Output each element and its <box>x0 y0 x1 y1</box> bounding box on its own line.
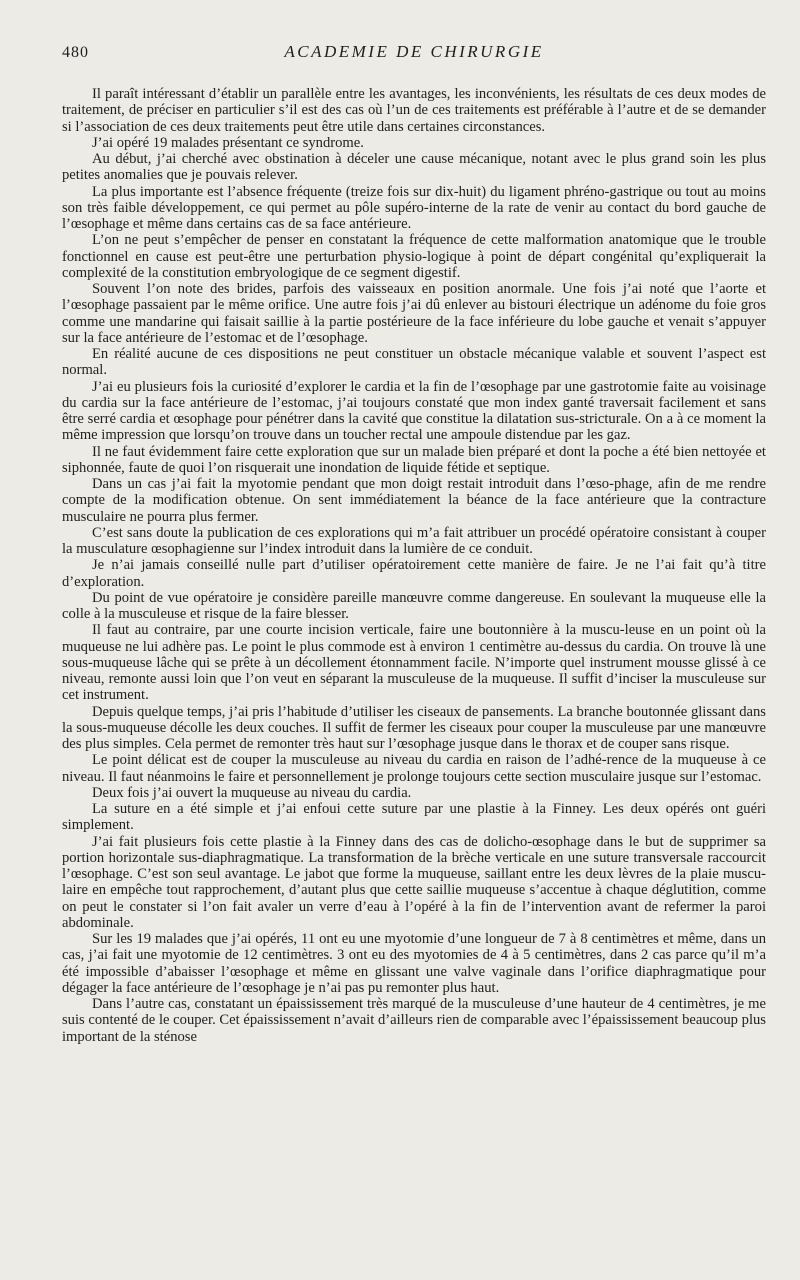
paragraph: Souvent l’on note des brides, parfois des vaisseaux en position anormale. Une fois j’ai noté que l’aorte et l’œsophage passaient par le même orifice. Une autre fois j’ai dû enlever au bistouri électrique un adénome du foie gros comme une mandarine qui faisait saillie à la partie postérieure de la face inférieure du lobe gauche et venait s’appuyer sur la face antérieure de l’estomac et de l’œsophage. <box>62 281 766 346</box>
paragraph: Depuis quelque temps, j’ai pris l’habitude d’utiliser les ciseaux de pansements. La branche boutonnée glissant dans la sous-muqueuse décolle les deux couches. Il suffit de fermer les ciseaux pour couper la musculeuse par une manœuvre des plus simples. Cela permet de remonter très haut sur l’œsophage jusque dans le thorax et de couper sans risque. <box>62 703 766 752</box>
body-text <box>62 86 766 1045</box>
paragraph: Il faut au contraire, par une courte incision verticale, faire une boutonnière à la muscu-leuse en un point où la muqueuse ne lui adhère pas. Le point le plus commode est à environ 1 centimètre au-dessus du cardia. On trouve là une sous-muqueuse lâche qui se prête à un décollement étonnamment facile. N’importe quel instrument mousse glissé à ce niveau, remonte aussi loin que l’on veut en séparant la musculeuse de la muqueuse. Il suffit d’inciser la musculeuse sur cet instrument. <box>62 622 766 704</box>
paragraph: L’on ne peut s’empêcher de penser en constatant la fréquence de cette malformation anatomique que le trouble fonctionnel en cause est peut-être une perturbation physio-logique à point de départ congénital qu’expliquerait la complexité de la constitution embryologique de ce segment digestif. <box>62 232 766 281</box>
paragraph: J’ai fait plusieurs fois cette plastie à la Finney dans des cas de dolicho-œsophage dans le but de supprimer sa portion horizontale sus-diaphragmatique. La transformation de la brèche verticale en une suture transversale raccourcit l’œsophage. C’est son seul avantage. Le jabot que forme la muqueuse, saillant entre les deux lèvres de la plaie muscu-laire en empêche tout rapprochement, d’autant plus que cette saillie muqueuse s’accentue à chaque déglutition, comme on peut le constater si l’on fait avaler un verre d’eau à l’opéré à la fin de l’intervention avant de refermer la paroi abdominale. <box>62 833 766 931</box>
paragraph: Dans un cas j’ai fait la myotomie pendant que mon doigt restait introduit dans l’œso-phage, afin de me rendre compte de la modification obtenue. On sent immédiatement la béance de la face antérieure que la contracture musculaire ne pourra plus fermer. <box>62 476 766 525</box>
paragraph: Deux fois j’ai ouvert la muqueuse au niveau du cardia. <box>92 784 412 801</box>
page-header <box>62 42 766 72</box>
running-title: ACADEMIE DE CHIRURGIE <box>284 42 544 61</box>
paragraph: Je n’ai jamais conseillé nulle part d’utiliser opératoirement cette manière de faire. Je ne l’ai fait qu’à titre d’exploration. <box>62 557 766 590</box>
paragraph: J’ai eu plusieurs fois la curiosité d’explorer le cardia et la fin de l’œsophage par une gastrotomie faite au voisinage du cardia sur la face antérieure de l’estomac, j’ai toujours constaté que mon index ganté traversait facilement et sans être serré cardia et œsophage pour pénétrer dans la cavité que constitue la dilatation sus-stricturale. On a à ce moment la même impression que lorsqu’on trouve dans un toucher rectal une ampoule distendue par les gaz. <box>62 378 766 444</box>
paragraph: J’ai opéré 19 malades présentant ce syndrome. <box>92 134 364 151</box>
paragraph: Au début, j’ai cherché avec obstination à déceler une cause mécanique, notant avec le plus grand soin les plus petites anomalies que je pouvais relever. <box>62 151 766 184</box>
paragraph: Dans l’autre cas, constatant un épaississement très marqué de la musculeuse d’une hauteur de 4 centimètres, je me suis contenté de le couper. Cet épaississement n’avait d’ailleurs rien de comparable avec l’épaississement beaucoup plus important de la sténose <box>62 996 766 1045</box>
paragraph: Il ne faut évidemment faire cette exploration que sur un malade bien préparé et dont la poche a été bien nettoyée et siphonnée, faute de quoi l’on risquerait une inondation de liquide fétide et septique. <box>62 443 766 476</box>
paragraph: La plus importante est l’absence fréquente (treize fois sur dix-huit) du ligament phréno-gastrique ou tout au moins son très faible développement, ce qui permet au pôle supéro-interne de la rate de venir au contact du bord gauche de l’œsophage et même dans certains cas de sa face antérieure. <box>62 183 766 232</box>
paragraph: La suture en a été simple et j’ai enfoui cette suture par une plastie à la Finney. Les deux opérés ont guéri simplement. <box>62 801 766 834</box>
paragraph: Il paraît intéressant d’établir un parallèle entre les avantages, les inconvénients, les résultats de ces deux modes de traitement, de préciser en particulier s’il est des cas où l’un de ces traitements est préférable à l’autre et de se demander si l’association de ces deux traitements peut être utile dans certaines circonstances. <box>62 86 766 135</box>
paragraph: En réalité aucune de ces dispositions ne peut constituer un obstacle mécanique valable et souvent l’aspect est normal. <box>62 346 766 379</box>
paragraph: Sur les 19 malades que j’ai opérés, 11 ont eu une myotomie d’une longueur de 7 à 8 centimètres et même, dans un cas, j’ai fait une myotomie de 12 centimètres. 3 ont eu des myotomies de 4 à 5 centimètres, dans 2 cas parce qu’il m’a été impossible d’abaisser l’œsophage et même en glissant une valve vaginale dans l’orifice diaphragmatique pour dégager la face antérieure de l’œsophage je n’ai pas pu remonter plus haut. <box>62 931 766 996</box>
paragraph: Le point délicat est de couper la musculeuse au niveau du cardia en raison de l’adhé-rence de la muqueuse à ce niveau. Il faut néanmoins le faire et personnellement je prolonge toujours cette section musculaire jusque sur l’estomac. <box>62 752 766 785</box>
paragraph: C’est sans doute la publication de ces explorations qui m’a fait attribuer un procédé opératoire consistant à couper la musculature œsophagienne sur l’index introduit dans la lumière de ce conduit. <box>62 524 766 557</box>
paragraph: Du point de vue opératoire je considère pareille manœuvre comme dangereuse. En soulevant la muqueuse elle la colle à la musculeuse et risque de la faire blesser. <box>62 589 766 622</box>
page-number: 480 <box>62 44 89 61</box>
